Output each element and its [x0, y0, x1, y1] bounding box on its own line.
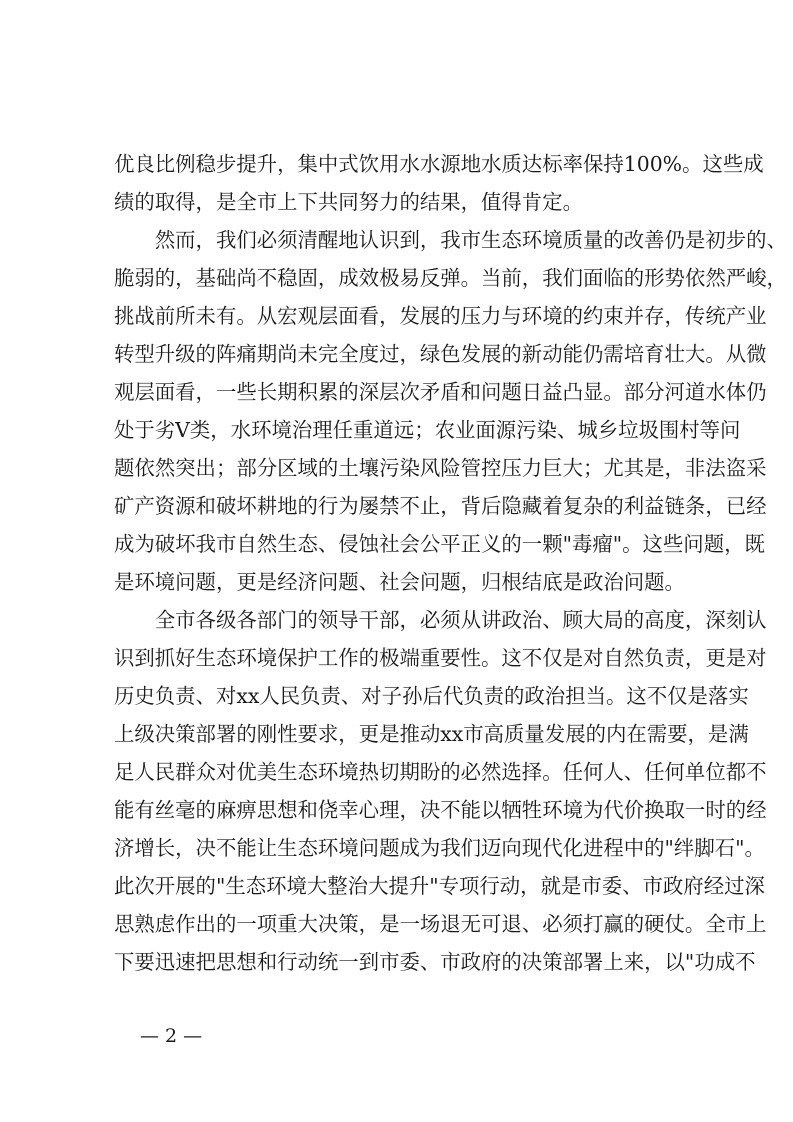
- text-line: 脆弱的，基础尚不稳固，成效极易反弹。当前，我们面临的形势依然严峻，: [114, 266, 787, 290]
- text-line: 挑战前所未有。从宏观层面看，发展的压力与环境的约束并存，传统产业: [114, 304, 767, 328]
- text-line: 题依然突出；部分区域的土壤污染风险管控压力巨大；尤其是，非法盗采: [114, 456, 767, 480]
- text-line: 矿产资源和破坏耕地的行为屡禁不止，背后隐藏着复杂的利益链条，已经: [114, 494, 767, 518]
- text-line: 能有丝毫的麻痹思想和侥幸心理，决不能以牺牲环境为代价换取一时的经: [114, 798, 767, 822]
- text-line: 绩的取得，是全市上下共同努力的结果，值得肯定。: [114, 190, 583, 214]
- text-line: 识到抓好生态环境保护工作的极端重要性。这不仅是对自然负责，更是对: [114, 646, 767, 670]
- text-line: 足人民群众对优美生态环境热切期盼的必然选择。任何人、任何单位都不: [114, 760, 767, 784]
- text-line: 全市各级各部门的领导干部，必须从讲政治、顾大局的高度，深刻认: [114, 608, 767, 632]
- text-line: 此次开展的"生态环境大整治大提升"专项行动，就是市委、市政府经过深: [114, 874, 765, 898]
- text-line: 下要迅速把思想和行动统一到市委、市政府的决策部署上来，以"功成不: [114, 950, 756, 974]
- text-line: 济增长，决不能让生态环境问题成为我们迈向现代化进程中的"绊脚石"。: [114, 836, 765, 860]
- text-line: 是环境问题，更是经济问题、社会问题，归根结底是政治问题。: [114, 570, 685, 594]
- text-line: 处于劣Ⅴ类，水环境治理任重道远；农业面源污染、城乡垃圾围村等问: [114, 418, 741, 442]
- text-line: 观层面看，一些长期积累的深层次矛盾和问题日益凸显。部分河道水体仍: [114, 380, 767, 404]
- text-line: 然而，我们必须清醒地认识到，我市生态环境质量的改善仍是初步的、: [114, 228, 787, 252]
- text-line: 优良比例稳步提升，集中式饮用水水源地水质达标率保持100%。这些成: [114, 152, 764, 176]
- text-line: 思熟虑作出的一项重大决策，是一场退无可退、必须打赢的硬仗。全市上: [114, 912, 767, 936]
- text-line: 转型升级的阵痛期尚未完全度过，绿色发展的新动能仍需培育壮大。从微: [114, 342, 767, 366]
- page-number: — 2 —: [140, 1025, 203, 1047]
- body-text: [114, 145, 787, 981]
- text-line: 历史负责、对xx人民负责、对子孙后代负责的政治担当。这不仅是落实: [114, 684, 749, 708]
- text-line: 成为破坏我市自然生态、侵蚀社会公平正义的一颗"毒瘤"。这些问题，既: [114, 532, 765, 556]
- text-line: 上级决策部署的刚性要求，更是推动xx市高质量发展的内在需要，是满: [114, 722, 749, 746]
